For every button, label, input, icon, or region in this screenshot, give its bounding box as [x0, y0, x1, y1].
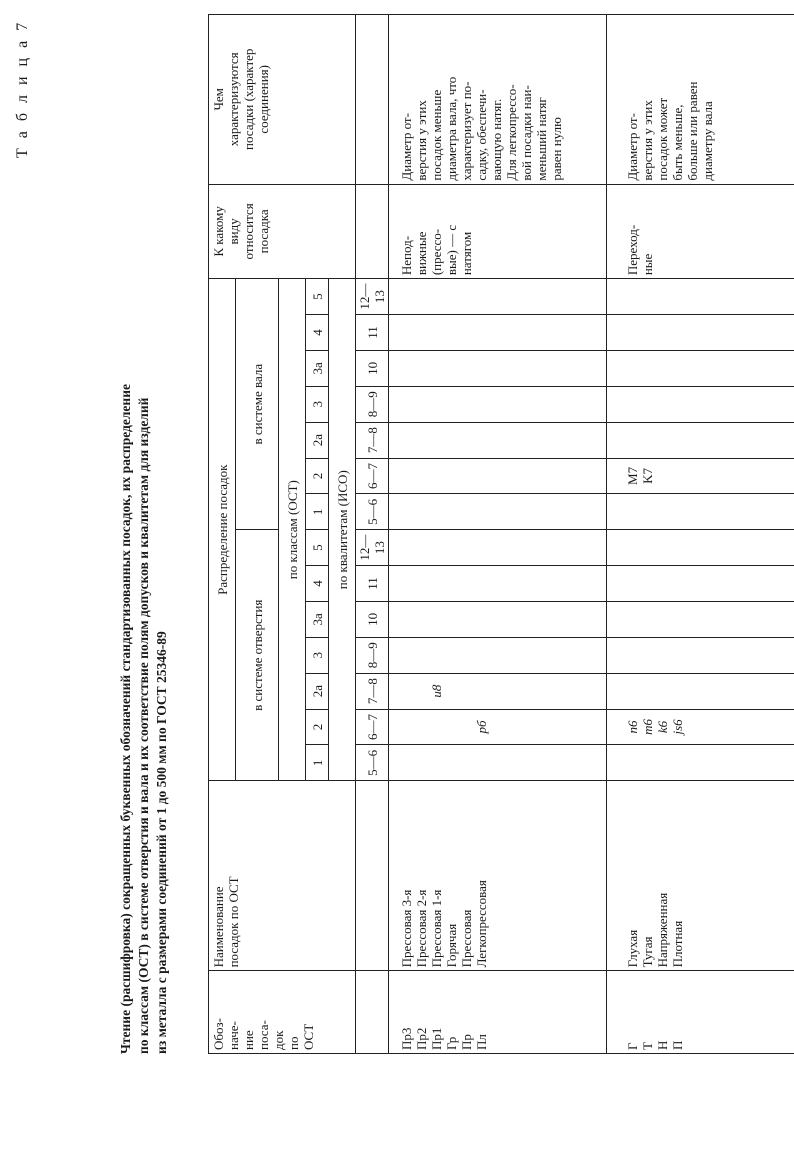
- title-line-3: из металла с размерами соединений от 1 до 500 мм по ГОСТ 25346-89: [154, 631, 169, 1054]
- designations-cell: Пр3 Пр2 Пр1 Гр Пр Пл: [389, 971, 607, 1054]
- hole-q1-cell: [389, 745, 607, 781]
- header-by-classes: по классам (ОСТ): [279, 279, 306, 781]
- shaft-class-cell: 2: [306, 458, 329, 494]
- hole-quality-cell: 11: [356, 566, 389, 602]
- hole-q2a-cell: и8: [389, 673, 607, 709]
- hole-q2a-cell: [607, 673, 794, 709]
- shaft-class-cell: 1: [306, 494, 329, 530]
- shaft-class-cell: 4: [306, 315, 329, 351]
- hole-class-cell: 2: [306, 709, 329, 745]
- table-number: Т а б л и ц а 7: [14, 19, 31, 158]
- type-cell: Переход- ные: [607, 184, 794, 279]
- shaft-quality-cell: 5—6: [356, 494, 389, 530]
- hole-quality-cell: 8—9: [356, 637, 389, 673]
- shaft-class-cell: 5: [306, 279, 329, 315]
- header-hole-system: в системе отверстия: [236, 530, 279, 781]
- table-row: [607, 15, 794, 1054]
- hole-class-cell: 1: [306, 745, 329, 781]
- hole-q2-cell: n6 m6 k6 js6: [607, 709, 794, 745]
- hole-quality-cell: 7—8: [356, 673, 389, 709]
- hole-class-cell: 4: [306, 566, 329, 602]
- names-cell: Глухая Тугая Напряженная Плотная: [607, 781, 794, 971]
- header-type: К какому виду относится посадка: [209, 184, 356, 279]
- type-cell: Непод- вижные (прессо- вые) — с натягом: [389, 184, 607, 279]
- hole-quality-cell: 10: [356, 601, 389, 637]
- hole-quality-cell: 12—13: [356, 530, 389, 566]
- names-cell: Прессовая 3-я Прессовая 2-я Прессовая 1-я Горячая Прессовая Легкопрессовая: [389, 781, 607, 971]
- hole-quality-cell: 6—7: [356, 709, 389, 745]
- shaft-class-cell: 2а: [306, 422, 329, 458]
- header-designation: Обоз- наче- ние поса- док по ОСТ: [209, 971, 356, 1054]
- designations-cell: Г Т Н П: [607, 971, 794, 1054]
- shaft-class-cell: 3а: [306, 350, 329, 386]
- header-characteristic: Чем характеризуются посадки (характер соединения): [209, 15, 356, 185]
- shaft-quality-cell: 11: [356, 315, 389, 351]
- hole-class-cell: 3: [306, 637, 329, 673]
- shaft-q2-cell: M7 K7: [607, 458, 794, 494]
- shaft-class-cell: 3: [306, 386, 329, 422]
- shaft-quality-cell: 7—8: [356, 422, 389, 458]
- title-line-2: по классам (ОСТ) в системе отверстия и вала и их соответствие полям допусков и квалитетам для изделий: [136, 397, 151, 1054]
- hole-class-cell: 5: [306, 530, 329, 566]
- shaft-quality-cell: 8—9: [356, 386, 389, 422]
- hole-quality-cell: 5—6: [356, 745, 389, 781]
- header-distribution: Распределение посадок: [209, 279, 236, 781]
- characteristic-cell: Диаметр от- верстия у этих посадок меньше диаметра вала, что характеризует по- садку, обеспечи- вающую натяг. Для легкопрессо- вой посадки наи- меньший натяг равен нулю: [389, 15, 607, 185]
- shaft-quality-cell: 6—7: [356, 458, 389, 494]
- hole-q1-cell: [607, 745, 794, 781]
- header-name: Наименование посадок по ОСТ: [209, 781, 356, 971]
- shaft-q2-cell: [389, 458, 607, 494]
- title-line-1: Чтение (расшифровка) сокращенных буквенных обозначений стандартизованных посадок, их распределение: [118, 384, 133, 1054]
- hole-q2-cell: pб: [389, 709, 607, 745]
- fits-table: [208, 14, 794, 1054]
- hole-class-cell: 3а: [306, 601, 329, 637]
- header-by-qualities: по квалитетам (ИСО): [329, 279, 356, 781]
- characteristic-cell: Диаметр от- верстия у этих посадок может быть меньше, больше или равен диаметру вала: [607, 15, 794, 185]
- shaft-quality-cell: 12—13: [356, 279, 389, 315]
- header-shaft-system: в системе вала: [236, 279, 279, 530]
- shaft-quality-cell: 10: [356, 350, 389, 386]
- hole-class-cell: 2а: [306, 673, 329, 709]
- table-row: [389, 15, 607, 1054]
